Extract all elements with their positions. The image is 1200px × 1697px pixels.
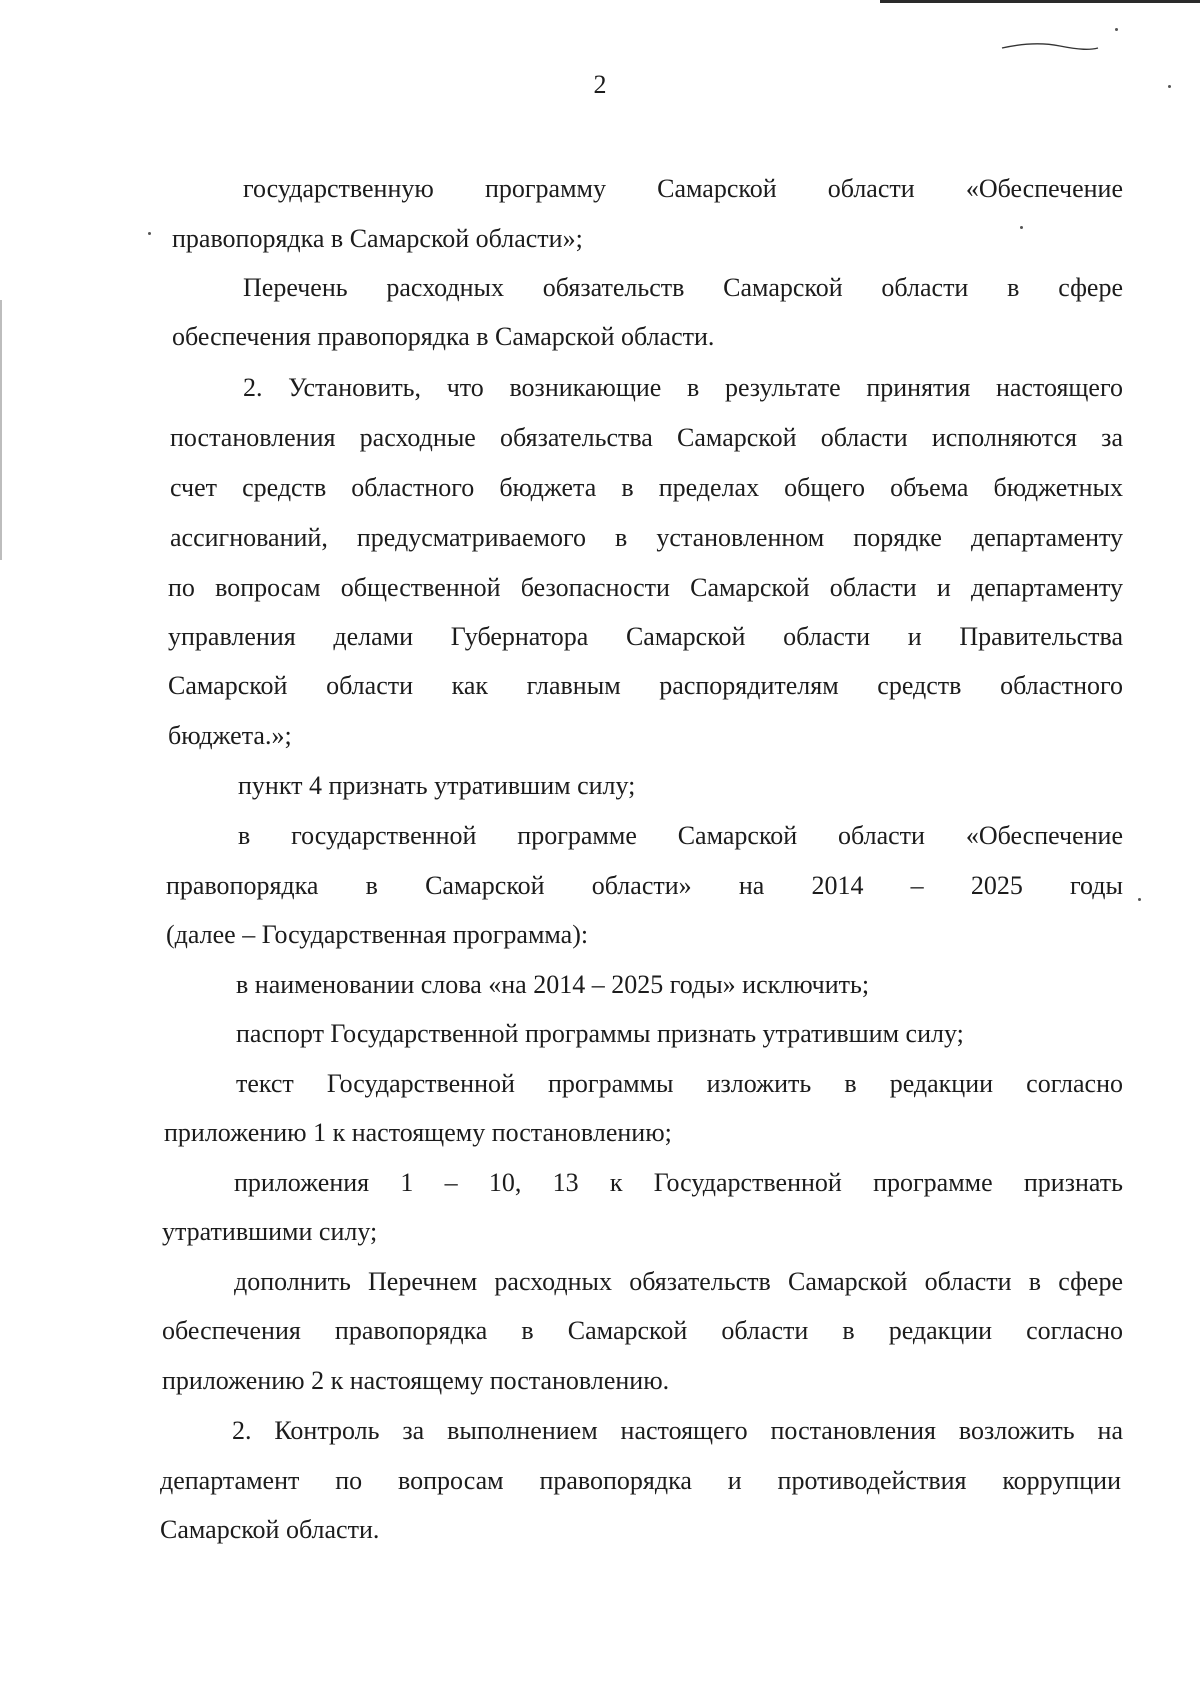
- text-line: 2. Установить, что возникающие в результате принятия настоящего: [243, 373, 1123, 402]
- text-line: управления делами Губернатора Самарской области и Правительства: [168, 622, 1123, 651]
- text-line: приложению 2 к настоящему постановлению.: [162, 1366, 670, 1395]
- text-line: государственную программу Самарской области «Обеспечение: [243, 174, 1123, 203]
- text-line: Перечень расходных обязательств Самарской области в сфере: [243, 273, 1123, 302]
- scan-mark: [1000, 40, 1100, 54]
- text-line: правопорядка в Самарской области»;: [172, 224, 583, 253]
- text-line: ассигнований, предусматриваемого в установленном порядке департаменту: [170, 523, 1123, 552]
- text-line: паспорт Государственной программы признать утратившим силу;: [236, 1019, 964, 1048]
- page-number: 2: [593, 70, 607, 99]
- text-line: дополнить Перечнем расходных обязательств Самарской области в сфере: [234, 1267, 1123, 1296]
- text-line: обеспечения правопорядка в Самарской области.: [172, 322, 715, 351]
- text-line: бюджета.»;: [168, 721, 292, 750]
- scan-speck: [1020, 226, 1023, 229]
- scan-speck: [1138, 898, 1141, 901]
- text-line: департамент по вопросам правопорядка и противодействия коррупции: [160, 1466, 1121, 1495]
- scan-edge-line-left: [0, 300, 2, 560]
- text-line: счет средств областного бюджета в пределах общего объема бюджетных: [170, 473, 1123, 502]
- text-line: в государственной программе Самарской области «Обеспечение: [238, 821, 1123, 850]
- text-line: 2. Контроль за выполнением настоящего постановления возложить на: [232, 1416, 1123, 1445]
- text-line: по вопросам общественной безопасности Самарской области и департаменту: [168, 573, 1123, 602]
- scan-speck: [1115, 28, 1118, 31]
- text-line: утратившими силу;: [162, 1217, 378, 1246]
- scan-speck: [148, 232, 151, 235]
- text-line: правопорядка в Самарской области» на 2014 – 2025 годы: [166, 871, 1123, 900]
- text-line: Самарской области.: [160, 1515, 380, 1544]
- scan-edge-line: [880, 0, 1200, 3]
- text-line: в наименовании слова «на 2014 – 2025 годы» исключить;: [236, 970, 870, 999]
- text-line: (далее – Государственная программа):: [166, 920, 589, 949]
- text-line: пункт 4 признать утратившим силу;: [238, 771, 636, 800]
- text-line: постановления расходные обязательства Самарской области исполняются за: [170, 423, 1123, 452]
- text-line: приложения 1 – 10, 13 к Государственной программе признать: [234, 1168, 1123, 1197]
- text-line: текст Государственной программы изложить в редакции согласно: [236, 1069, 1123, 1098]
- text-line: Самарской области как главным распорядителям средств областного: [168, 671, 1123, 700]
- text-line: обеспечения правопорядка в Самарской области в редакции согласно: [162, 1316, 1123, 1345]
- text-line: приложению 1 к настоящему постановлению;: [164, 1118, 672, 1147]
